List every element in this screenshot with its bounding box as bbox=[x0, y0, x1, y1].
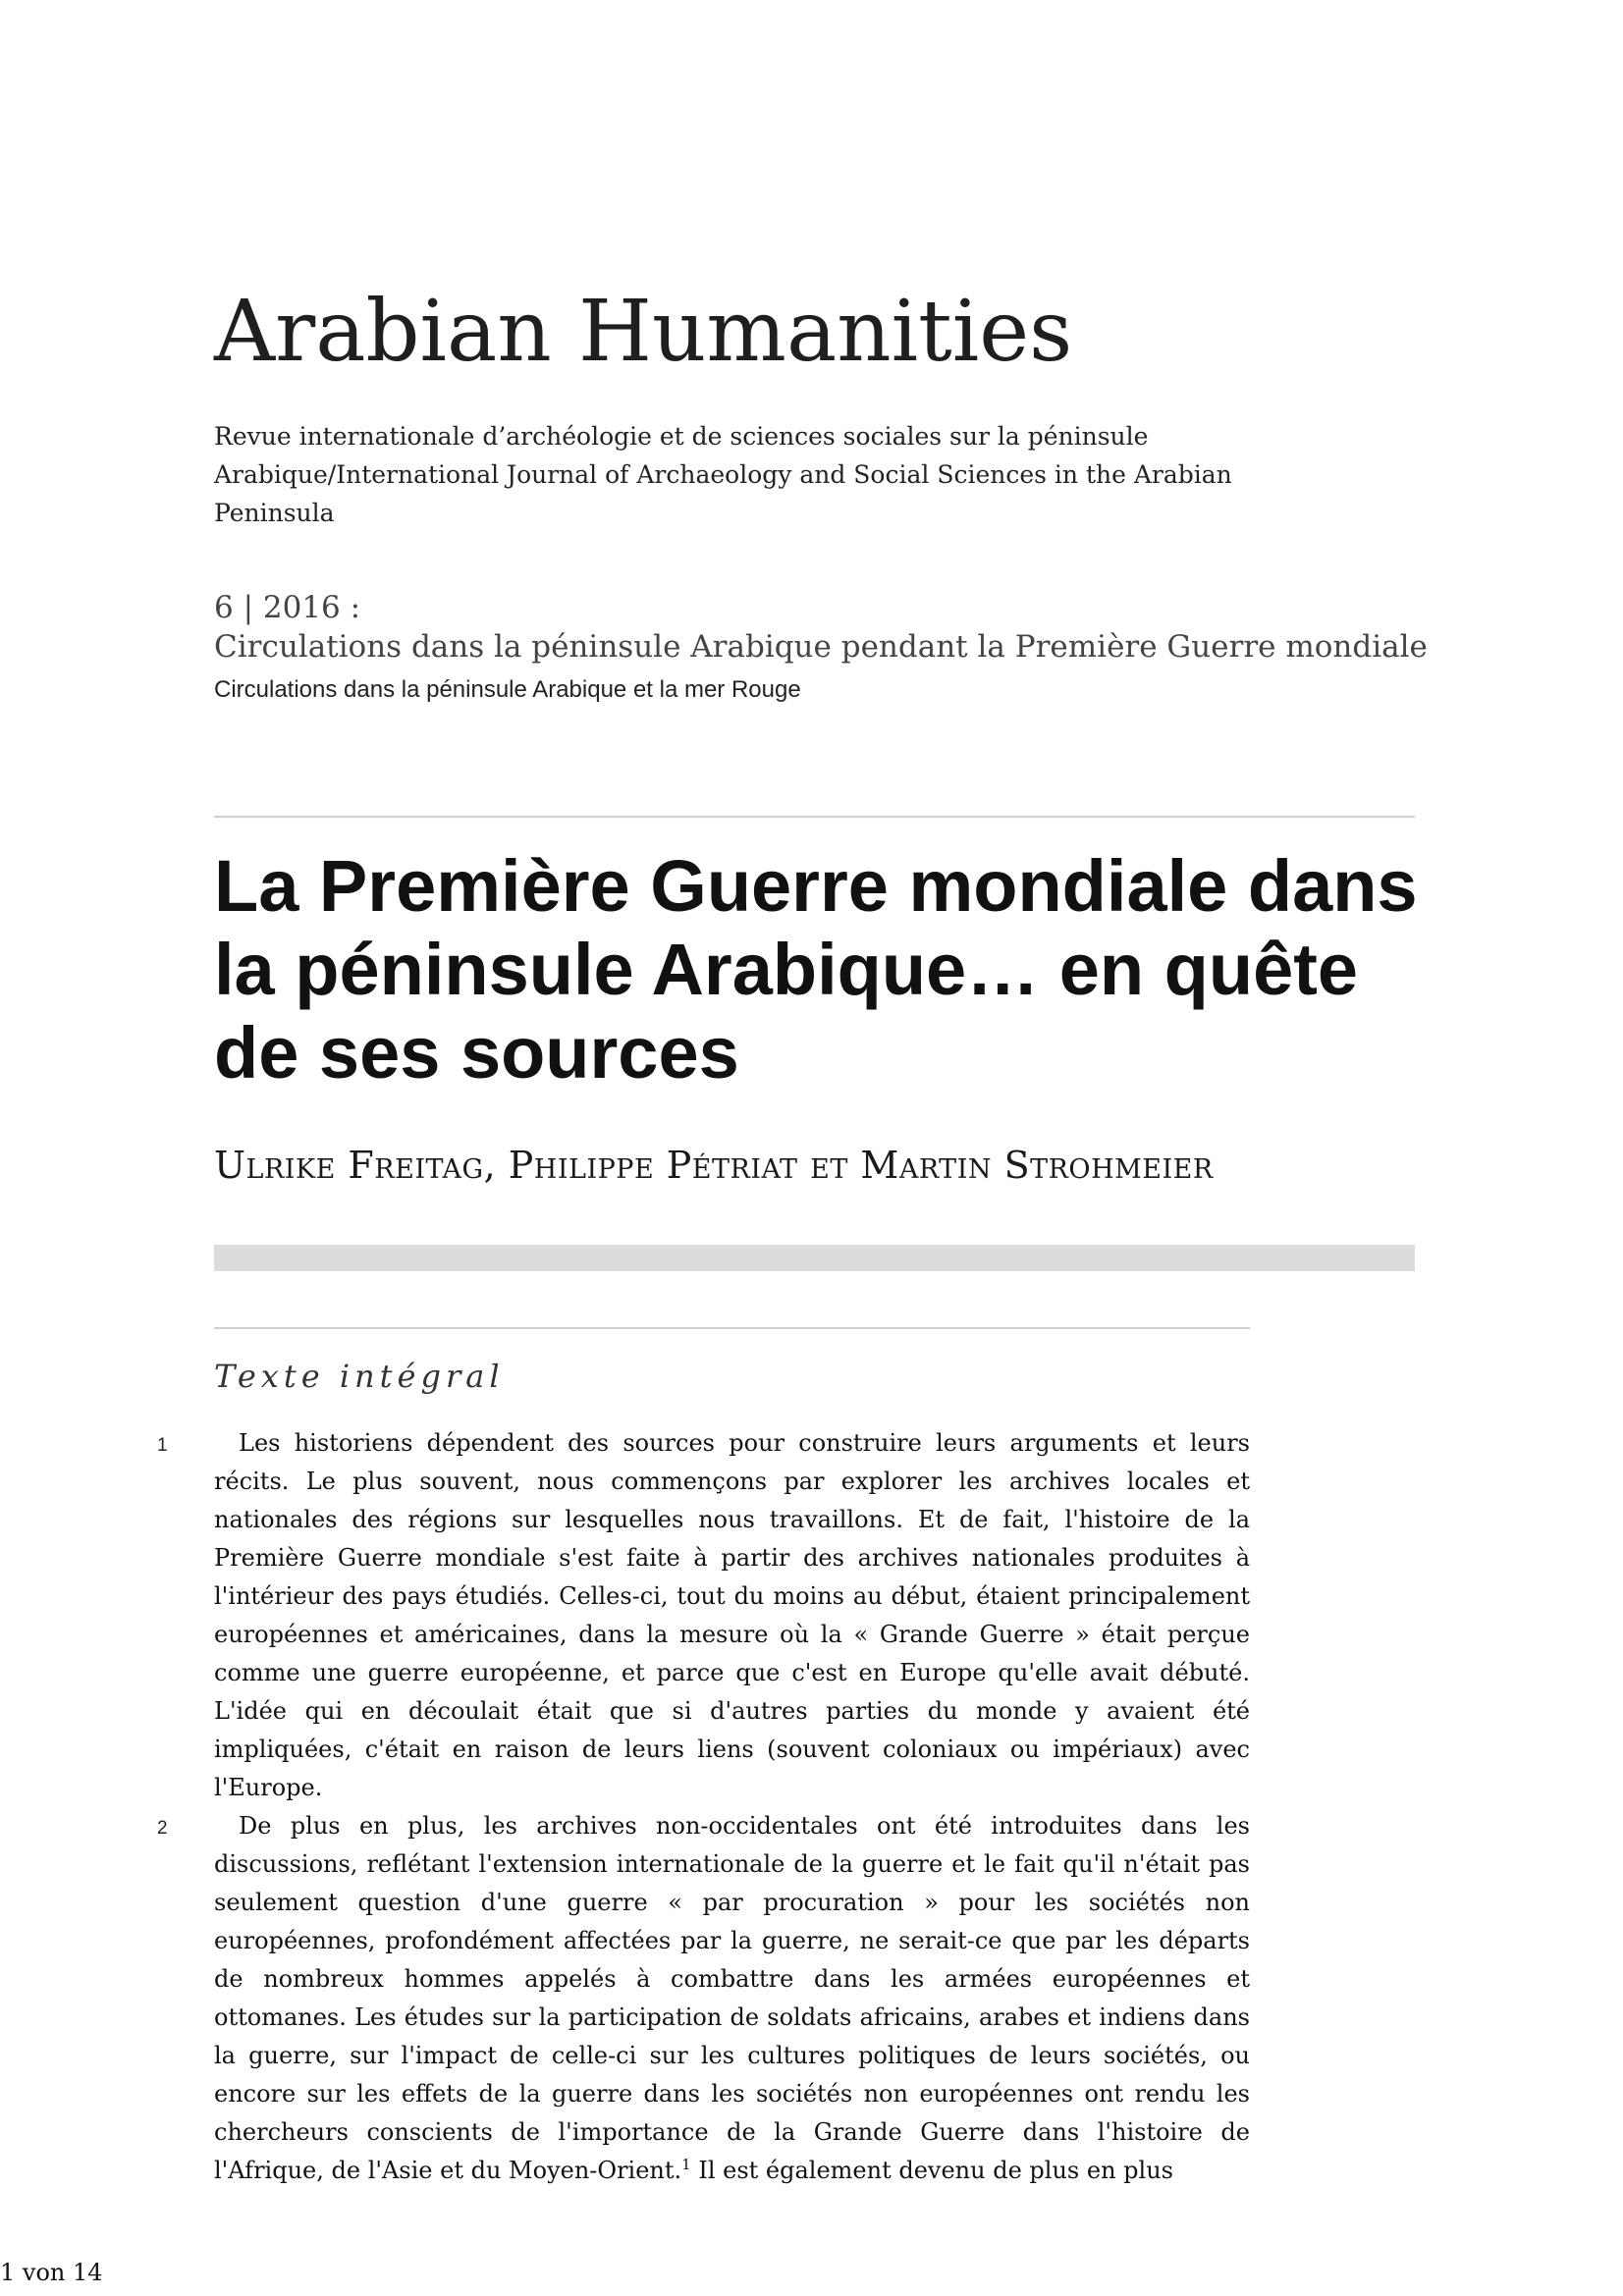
article-authors[interactable]: Ulrike Freitag, Philippe Pétriat et Martin Strohmeier bbox=[214, 1144, 1214, 1187]
issue-title[interactable]: Circulations dans la péninsule Arabique pendant la Première Guerre mondiale bbox=[214, 629, 1428, 665]
toolbar-bar bbox=[214, 1245, 1415, 1271]
journal-subtitle: Revue internationale d’archéologie et de sciences sociales sur la péninsule Arabique/International Journal of Archaeology and Social Sciences in the Arabian Peninsula bbox=[214, 422, 1232, 527]
page-footer: 1 von 14 bbox=[0, 2259, 103, 2286]
paragraph-text: Les historiens dépendent des sources pour construire leurs arguments et leurs récits. Le plus souvent, nous commençons par explorer les archives locales et nationales des régions sur lesquelles nous travaillons. Et de fait, l'histoire de la Première Guerre mondiale s'est faite à partir des archives nationales produites à l'intérieur des pays étudiés. Celles-ci, tout du moins au début, étaient principalement européennes et américaines, dans la mesure où la « Grande Guerre » était perçue comme une guerre européenne, et parce que c'est en Europe qu'elle avait débuté. L'idée qui en découlait était que si d'autres parties du monde y avaient été impliquées, c'était en raison de leurs liens (souvent coloniaux ou impériaux) avec l'Europe. bbox=[214, 1429, 1250, 1801]
article-title: La Première Guerre mondiale dans la péninsule Arabique… en quête de ses sources bbox=[214, 845, 1418, 1094]
paragraph-number[interactable]: 2 bbox=[157, 1818, 168, 1839]
footnote-reference[interactable]: 1 bbox=[681, 2156, 691, 2173]
header-divider bbox=[214, 816, 1415, 818]
paragraph-text-segment: Il est également devenu de plus en plus bbox=[690, 2157, 1173, 2184]
paragraph-text bbox=[214, 1807, 1250, 2190]
issue-subtitle[interactable]: Circulations dans la péninsule Arabique et la mer Rouge bbox=[214, 676, 801, 703]
section-divider bbox=[214, 1327, 1250, 1329]
paragraph-number[interactable]: 1 bbox=[157, 1435, 168, 1456]
section-heading: Texte intégral bbox=[214, 1358, 505, 1395]
paragraph-text-segment: De plus en plus, les archives non-occidentales ont été introduites dans les discussions, reflétant l'extension internationale de la guerre et le fait qu'il n'était pas seulement question d'une guerre « par procuration » pour les sociétés non européennes, profondément affectées par la guerre, ne serait-ce que par les départs de nombreux hommes appelés à combattre dans les armées européennes et ottomanes. Les études sur la participation de soldats africains, arabes et indiens dans la guerre, sur l'impact de celle-ci sur les cultures politiques de leurs sociétés, ou encore sur les effets de la guerre dans les sociétés non européennes ont rendu les chercheurs conscients de l'importance de la Grande Guerre dans l'histoire de l'Afrique, de l'Asie et du Moyen-Orient. bbox=[214, 1812, 1250, 2184]
journal-title[interactable]: Arabian Humanities bbox=[214, 283, 1073, 381]
issue-number[interactable]: 6 | 2016 : bbox=[214, 590, 361, 625]
